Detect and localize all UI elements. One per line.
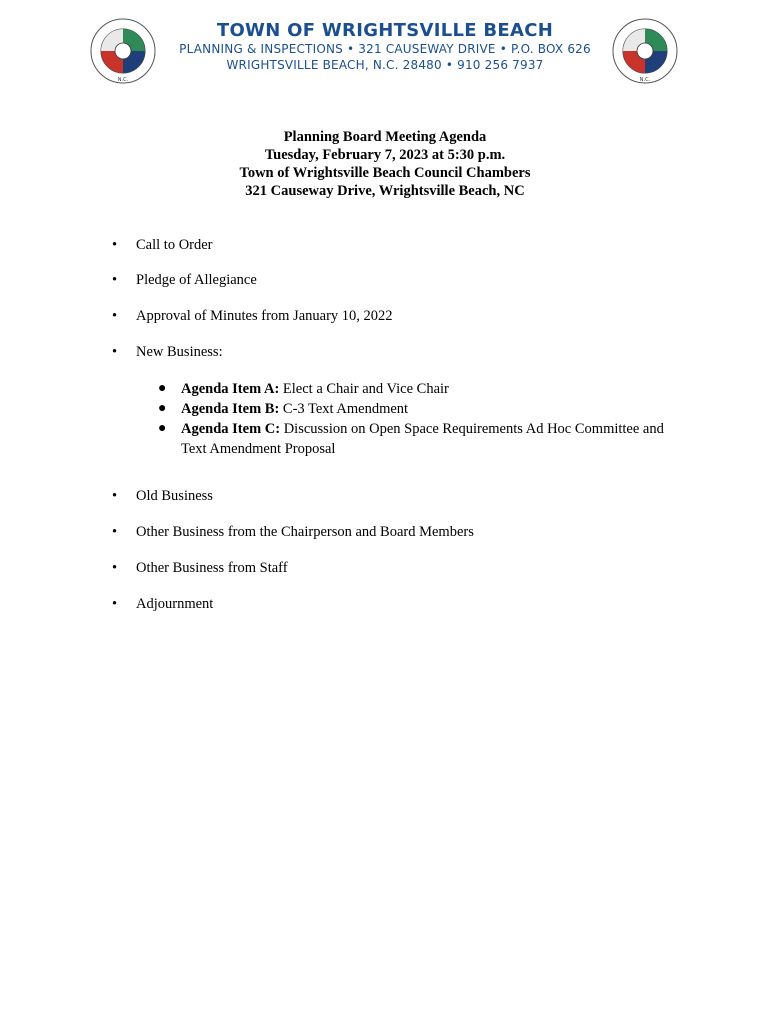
- bullet-icon: •: [112, 596, 118, 612]
- item-b-label: Agenda Item B:: [181, 401, 280, 417]
- bullet-icon: •: [112, 560, 118, 576]
- svg-text:N.C.: N.C.: [639, 77, 651, 83]
- sub-bullet-icon: ●: [158, 381, 167, 396]
- new-business-item-c: [181, 419, 681, 459]
- letterhead-title: TOWN OF WRIGHTSVILLE BEACH: [216, 20, 554, 41]
- item-c-text: Discussion on Open Space Requirements Ad Hoc Committee and Text Amendment Proposal: [181, 421, 664, 457]
- agenda-item-adjournment: Adjournment: [136, 596, 214, 612]
- bullet-icon: •: [112, 344, 118, 360]
- town-seal-right: [612, 18, 678, 84]
- meeting-venue: Town of Wrightsville Beach Council Chambers: [239, 165, 531, 181]
- meeting-date-time: Tuesday, February 7, 2023 at 5:30 p.m.: [264, 147, 506, 163]
- agenda-item-approval-minutes: Approval of Minutes from January 10, 2022: [136, 308, 393, 324]
- agenda-item-old-business: Old Business: [136, 488, 213, 504]
- meeting-address: 321 Causeway Drive, Wrightsville Beach, NC: [245, 183, 525, 199]
- svg-text:N.C.: N.C.: [117, 77, 129, 83]
- sub-bullet-icon: ●: [158, 401, 167, 416]
- agenda-item-other-business-staff: Other Business from Staff: [136, 560, 288, 576]
- bullet-icon: •: [112, 308, 118, 324]
- item-c-label: Agenda Item C:: [181, 421, 281, 437]
- sub-bullet-icon: ●: [158, 421, 167, 436]
- item-b-text: C-3 Text Amendment: [279, 401, 409, 417]
- new-business-item-a: [181, 379, 681, 399]
- item-a-text: Elect a Chair and Vice Chair: [279, 381, 449, 397]
- agenda-item-call-to-order: Call to Order: [136, 237, 213, 253]
- bullet-icon: •: [112, 488, 118, 504]
- bullet-icon: •: [112, 524, 118, 540]
- agenda-title: Planning Board Meeting Agenda: [283, 129, 487, 145]
- bullet-icon: •: [112, 237, 118, 253]
- agenda-item-pledge: Pledge of Allegiance: [136, 272, 257, 288]
- item-a-label: Agenda Item A:: [181, 381, 280, 397]
- agenda-heading: [0, 128, 770, 200]
- town-seal-left: [90, 18, 156, 84]
- agenda-item-new-business: New Business:: [136, 344, 223, 360]
- letterhead-city-phone-line: WRIGHTSVILLE BEACH, N.C. 28480 • 910 256 7937: [226, 58, 544, 72]
- bullet-icon: •: [112, 272, 118, 288]
- letterhead-address-line: PLANNING & INSPECTIONS • 321 CAUSEWAY DRIVE • P.O. BOX 626: [179, 42, 591, 56]
- agenda-item-other-business-chair: Other Business from the Chairperson and Board Members: [136, 524, 474, 540]
- new-business-item-b: [181, 399, 681, 419]
